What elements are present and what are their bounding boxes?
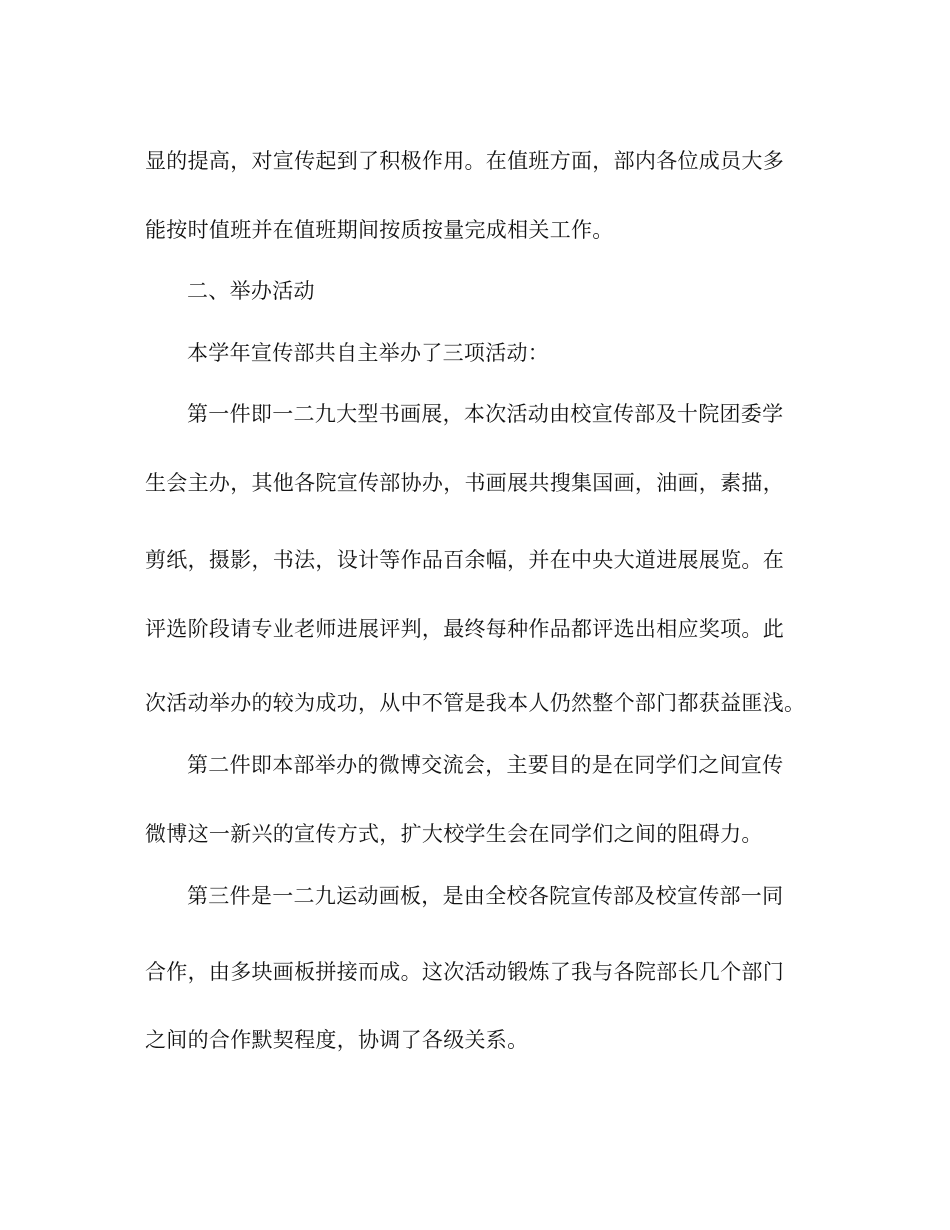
section-heading: 二、举办活动 — [187, 279, 315, 303]
paragraph-line: 剪纸，摄影，书法，设计等作品百余幅，并在中央大道进展展览。在 — [145, 548, 784, 572]
paragraph-line: 微博这一新兴的宣传方式，扩大校学生会在同学们之间的阻碍力。 — [145, 822, 763, 846]
paragraph-line: 本学年宣传部共自主举办了三项活动： — [187, 341, 550, 365]
paragraph-line: 合作，由多块画板拼接而成。这次活动锻炼了我与各院部长几个部门 — [145, 960, 784, 984]
paragraph-line: 次活动举办的较为成功，从中不管是我本人仍然整个部门都获益匪浅。 — [145, 691, 806, 715]
paragraph-line: 第二件即本部举办的微博交流会，主要目的是在同学们之间宣传 — [187, 753, 784, 777]
paragraph-line: 第一件即一二九大型书画展，本次活动由校宣传部及十院团委学 — [187, 402, 784, 426]
paragraph-line: 生会主办，其他各院宣传部协办，书画展共搜集国画，油画，素描， — [145, 471, 784, 495]
paragraph-line: 能按时值班并在值班期间按质按量完成相关工作。 — [145, 218, 614, 242]
paragraph-line: 显的提高，对宣传起到了积极作用。在值班方面，部内各位成员大多 — [145, 149, 784, 173]
paragraph-line: 第三件是一二九运动画板，是由全校各院宣传部及校宣传部一同 — [187, 884, 784, 908]
paragraph-line: 之间的合作默契程度，协调了各级关系。 — [145, 1028, 529, 1052]
paragraph-line: 评选阶段请专业老师进展评判，最终每种作品都评选出相应奖项。此 — [145, 617, 784, 641]
